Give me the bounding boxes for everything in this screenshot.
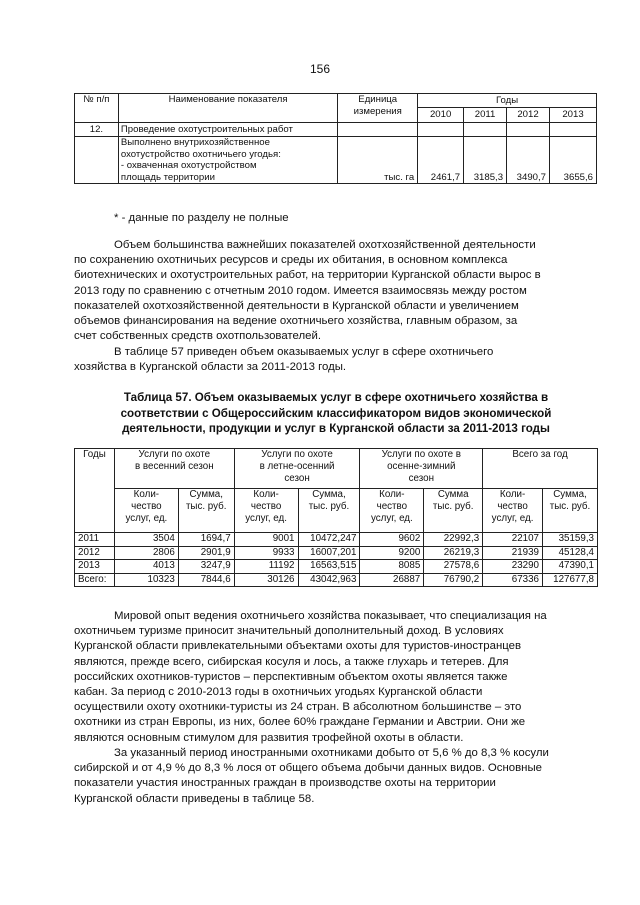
data-row-label: [118, 137, 337, 184]
page-number: 156: [309, 62, 331, 76]
text-line: счет собственных средств охотпользователей.: [74, 330, 321, 343]
cell-value: 9200: [360, 546, 424, 560]
cell-value: 16007,201: [298, 546, 360, 560]
cell-value: 10323: [114, 573, 178, 587]
header-total-year: Всего за год: [483, 449, 598, 489]
text-line: В таблице 57 приведен объем оказываемых услуг в сфере охотничьего: [114, 346, 494, 358]
cell-value: 3247,9: [178, 560, 234, 574]
row-year: 2012: [75, 546, 115, 560]
cell-value: 26887: [360, 573, 424, 587]
cell-value: 1694,7: [178, 533, 234, 547]
cell-value: 7844,6: [178, 573, 234, 587]
cell-value: 67336: [483, 573, 543, 587]
hunting-works-table: [74, 93, 597, 184]
text-line: российских охотников-туристов – перспективным объектом охоты является также: [74, 670, 508, 683]
cell-value: 22107: [483, 533, 543, 547]
title-line: Таблица 57. Объем оказываемых услуг в сфере охотничьего хозяйства в: [123, 391, 549, 404]
cell-value: 11192: [234, 560, 298, 574]
cell-value: 30126: [234, 573, 298, 587]
header-num: № п/п: [75, 94, 119, 123]
table-footnote: * - данные по разделу не полные: [114, 212, 289, 224]
subheader-quantity: Коли- чество услуг, ед.: [360, 489, 424, 533]
paragraph-3: [74, 609, 598, 746]
paragraph-2: [74, 345, 598, 375]
cell-value: 22992,3: [424, 533, 483, 547]
text-line: объемов финансирования на ведение охотничьего хозяйства, главным образом, за: [74, 315, 518, 328]
paragraph-4: [74, 746, 598, 807]
table-row: [75, 533, 598, 547]
text-line: охотничьем туризме приносит значительный дополнительный доход. В условиях: [74, 625, 504, 638]
title-line: деятельности, продукции и услуг в Курганской области за 2011-2013 годы: [122, 422, 550, 435]
cell-value: 23290: [483, 560, 543, 574]
label-line: Выполнено внутрихозяйственное: [120, 137, 270, 148]
table-row: [75, 546, 598, 560]
text-line: по сохранению охотничьих ресурсов и среды их обитания, в основном комплекса: [74, 254, 508, 267]
data-row-unit: тыс. га: [338, 137, 418, 184]
text-line: осуществили охоту охотники-туристы из 24 стран. В абсолютном большинстве – это: [74, 701, 522, 714]
paragraph-1: [74, 238, 598, 344]
text-line: Объем большинства важнейших показателей охотхозяйственной деятельности: [114, 239, 536, 251]
subheader-quantity: Коли- чество услуг, ед.: [234, 489, 298, 533]
header-unit: Единица измерения: [338, 94, 418, 123]
label-line: площадь территории: [120, 171, 215, 183]
section-label: Проведение охотустроительных работ: [118, 123, 337, 137]
header-year: 2013: [550, 108, 597, 123]
subheader-sum: Сумма, тыс. руб.: [178, 489, 234, 533]
header-spring-services: Услуги по охоте в весенний сезон: [114, 449, 234, 489]
cell-value: 35159,3: [543, 533, 598, 547]
text-line: сибирской и от 4,9 % до 8,3 % лося от общего объема добычи данных видов. Основные: [74, 762, 542, 775]
cell-value: 47390,1: [543, 560, 598, 574]
cell-value: 27578,6: [424, 560, 483, 574]
text-line: За указанный период иностранными охотниками добыто от 5,6 % до 8,3 % косули: [114, 747, 549, 759]
text-line: Курганской области привлекательными объектами охоты для туристов-иностранцев: [74, 640, 522, 653]
header-years-group: Годы: [418, 94, 597, 108]
header-year: 2011: [464, 108, 507, 123]
title-line: соответствии с Общероссийским классификатором видов экономической: [120, 406, 552, 420]
cell-value: 2806: [114, 546, 178, 560]
hunting-services-table: [74, 448, 598, 587]
cell-value: 43042,963: [298, 573, 360, 587]
text-line: Мировой опыт ведения охотничьего хозяйства показывает, что специализация на: [114, 610, 547, 622]
text-line: показателей охотхозяйственной деятельности в Курганской области и увеличением: [74, 299, 519, 312]
text-line: охотники из стран Европы, из них, более 60% граждане Германии и Австрии. Они же: [74, 716, 526, 729]
text-line: 2013 году по сравнению с отчетным 2010 годом. Имеется взаимосвязь между ростом: [74, 284, 527, 297]
header-autumn-winter-services: Услуги по охоте в осенне-зимний сезон: [360, 449, 483, 489]
text-line: кабан. За период с 2010-2013 годы в охотничьих угодьях Курганской области: [74, 686, 483, 699]
subheader-quantity: Коли- чество услуг, ед.: [114, 489, 178, 533]
label-line: - охваченная охотустройством: [120, 160, 257, 171]
cell-value: 9001: [234, 533, 298, 547]
text-line: биотехнических и охотустроительных работ, на территории Курганской области вырос в: [74, 269, 541, 282]
subheader-sum: Сумма тыс. руб.: [424, 489, 483, 533]
cell-value: 3504: [114, 533, 178, 547]
text-line: показатели участия иностранных граждан в производстве охоты на территории: [74, 777, 496, 790]
table-row-total: [75, 573, 598, 587]
data-value: 2461,7: [418, 137, 464, 184]
header-indicator: Наименование показателя: [118, 94, 337, 123]
data-value: 3490,7: [507, 137, 550, 184]
data-value: 3185,3: [464, 137, 507, 184]
cell-value: 16563,515: [298, 560, 360, 574]
cell-value: 127677,8: [543, 573, 598, 587]
cell-value: 9602: [360, 533, 424, 547]
row-year: 2013: [75, 560, 115, 574]
text-line: являются основным стимулом для развития трофейной охоты в области.: [74, 731, 464, 744]
header-years: Годы: [75, 449, 115, 533]
subheader-quantity: Коли- чество услуг, ед.: [483, 489, 543, 533]
cell-value: 4013: [114, 560, 178, 574]
cell-value: 9933: [234, 546, 298, 560]
text-line: являются, прежде всего, сибирская косуля и лось, а также глухарь и тетерев. Для: [74, 655, 509, 668]
cell-value: 10472,247: [298, 533, 360, 547]
header-summer-autumn-services: Услуги по охоте в летне-осенний сезон: [234, 449, 360, 489]
cell-value: 45128,4: [543, 546, 598, 560]
subheader-sum: Сумма, тыс. руб.: [298, 489, 360, 533]
row-year: Всего:: [75, 573, 115, 587]
row-year: 2011: [75, 533, 115, 547]
cell-value: 8085: [360, 560, 424, 574]
header-year: 2010: [418, 108, 464, 123]
text-line: Курганской области приведены в таблице 58.: [74, 792, 315, 805]
cell-value: 26219,3: [424, 546, 483, 560]
table-row: [75, 560, 598, 574]
cell-value: 2901,9: [178, 546, 234, 560]
cell-value: 21939: [483, 546, 543, 560]
subheader-sum: Сумма, тыс. руб.: [543, 489, 598, 533]
section-num: 12.: [75, 123, 119, 137]
header-year: 2012: [507, 108, 550, 123]
label-line: охотустройство охотничьего угодья:: [120, 148, 281, 160]
data-value: 3655,6: [550, 137, 597, 184]
text-line: хозяйства в Курганской области за 2011-2013 годы.: [74, 361, 347, 374]
cell-value: 76790,2: [424, 573, 483, 587]
table-57-title: [74, 390, 598, 437]
